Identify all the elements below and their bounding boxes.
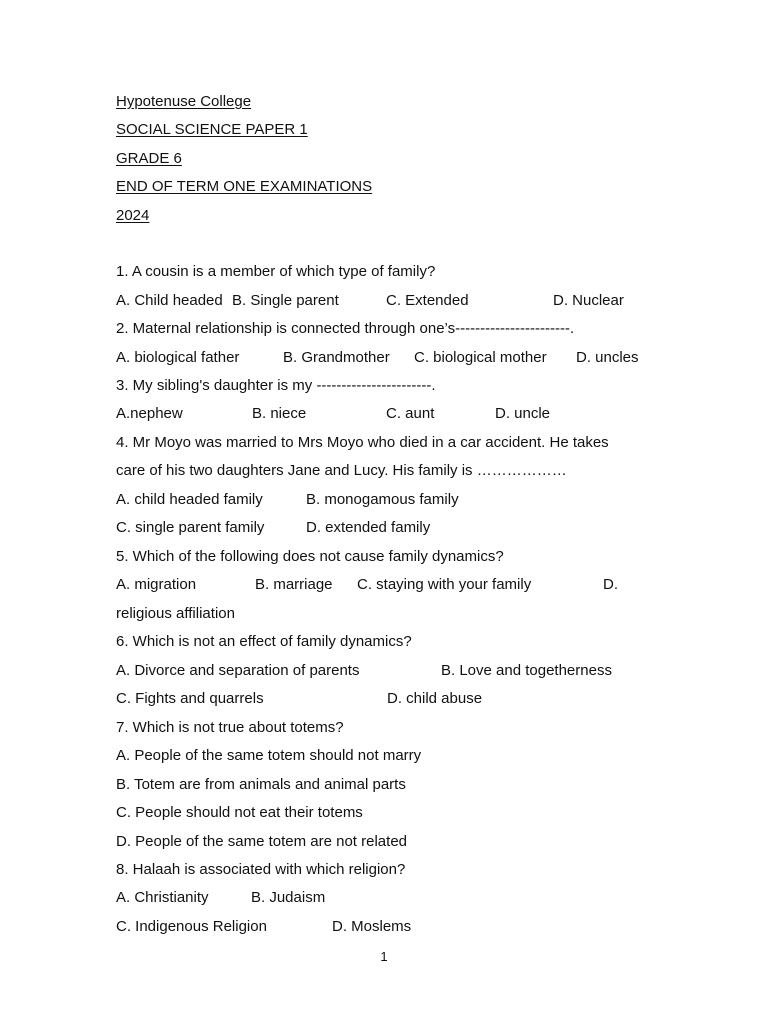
question-8-options-row-1 — [116, 888, 716, 908]
question-1-options — [116, 291, 716, 311]
option-c: C. Indigenous Religion — [116, 918, 267, 935]
question-4-text-line-1: 4. Mr Moyo was married to Mrs Moyo who died in a car accident. He takes — [116, 434, 609, 451]
option-a: A.nephew — [116, 405, 183, 422]
option-c: C. Fights and quarrels — [116, 690, 264, 707]
question-8-options-row-2 — [116, 917, 716, 937]
option-d: D. extended family — [306, 519, 431, 536]
page-number: 1 — [380, 949, 388, 964]
option-b: B. Love and togetherness — [441, 662, 612, 679]
option-b: B. Single parent — [232, 292, 339, 309]
option-a: A. Child headed — [116, 292, 223, 309]
option-b: B. marriage — [255, 576, 333, 593]
option-d: D. — [603, 576, 618, 593]
exam-year: 2024 — [116, 207, 150, 224]
question-6-text: 6. Which is not an effect of family dynamics? — [116, 633, 412, 650]
question-2-text: 2. Maternal relationship is connected through one’s-----------------------. — [116, 320, 575, 337]
option-a: A. biological father — [116, 349, 240, 366]
exam-title: END OF TERM ONE EXAMINATIONS — [116, 178, 373, 195]
option-c: C. biological mother — [414, 349, 547, 366]
option-a: A. migration — [116, 576, 197, 593]
option-c: C. People should not eat their totems — [116, 804, 363, 821]
question-5-options — [116, 575, 716, 595]
option-a: A. Divorce and separation of parents — [116, 662, 360, 679]
option-d-continued: religious affiliation — [116, 605, 235, 622]
question-3-options — [116, 404, 716, 424]
option-c: C. Extended — [386, 292, 469, 309]
option-a: A. Christianity — [116, 889, 209, 906]
grade-label: GRADE 6 — [116, 150, 182, 167]
question-4-options-row-2 — [116, 518, 716, 538]
paper-title: SOCIAL SCIENCE PAPER 1 — [116, 121, 308, 138]
question-4-options-row-1 — [116, 490, 716, 510]
question-6-options-row-2 — [116, 689, 716, 709]
school-name: Hypotenuse College — [116, 93, 252, 110]
option-d: D. Nuclear — [553, 292, 624, 309]
option-b: B. monogamous family — [306, 491, 459, 508]
question-2-options — [116, 348, 716, 368]
option-b: B. Totem are from animals and animal parts — [116, 776, 406, 793]
option-c: C. staying with your family — [357, 576, 532, 593]
option-d: D. Moslems — [332, 918, 412, 935]
option-b: B. niece — [252, 405, 307, 422]
question-8-text: 8. Halaah is associated with which religion? — [116, 861, 406, 878]
option-d: D. People of the same totem are not related — [116, 833, 407, 850]
option-c: C. aunt — [386, 405, 435, 422]
option-b: B. Judaism — [251, 889, 326, 906]
option-a: A. child headed family — [116, 491, 263, 508]
question-6-options-row-1 — [116, 661, 716, 681]
option-c: C. single parent family — [116, 519, 265, 536]
option-a: A. People of the same totem should not marry — [116, 747, 422, 764]
question-1-text: 1. A cousin is a member of which type of family? — [116, 263, 436, 280]
option-d: D. uncle — [495, 405, 551, 422]
question-3-text: 3. My sibling's daughter is my -----------------------. — [116, 377, 436, 394]
question-5-text: 5. Which of the following does not cause family dynamics? — [116, 548, 504, 565]
question-4-text-line-2: care of his two daughters Jane and Lucy. His family is ……………… — [116, 462, 567, 479]
option-d: D. uncles — [576, 349, 639, 366]
question-7-text: 7. Which is not true about totems? — [116, 719, 344, 736]
option-d: D. child abuse — [387, 690, 483, 707]
option-b: B. Grandmother — [283, 349, 390, 366]
